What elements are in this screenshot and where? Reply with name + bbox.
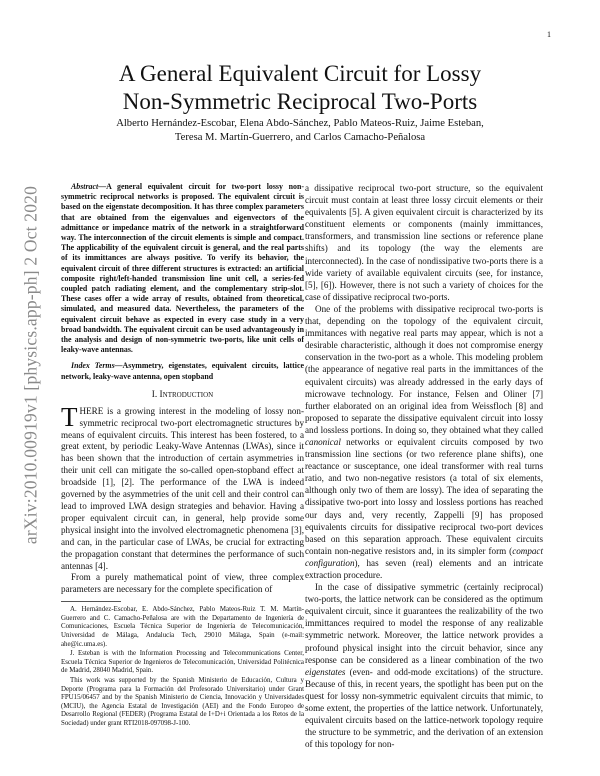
right-paragraph-2-text-c: ), has seven (real) elements and an intricate extraction procedure.	[305, 557, 543, 580]
intro-paragraph-1-text: HERE is a growing interest in the modeling of lossy non-symmetric reciprocal two-port electromagnetic structures by means of equivalent circuits. This interest has been fostered, to a great extent, by periodic Leaky-Wave Antennas (LWAs), since it has been shown that the introduction of certain asymmetries in their unit cell can mitigate the so-called open-stopband effect at broadside [1], [2]. The performance of the LWA is indeed governed by the asymmetries of the unit cell and their control can lead to improved LWA design strategies and behavior. Having a proper equivalent circuit can, in general, help provide some physical insight into the involved electromagnetic phenomena [3], and can, in the particular case of LWAs, be crucial for extracting the propagation constant that determines the performance of such antennas [4].	[61, 405, 304, 571]
abstract	[61, 182, 304, 355]
right-paragraph-2	[305, 303, 543, 581]
abstract-text: —A general equivalent circuit for two-port lossy non-symmetric reciprocal networks is proposed. The equivalent circuit is based on the eigenstate decomposition. It has three complex parameters that are obtained from the eigenvalues and eigenvectors of the admittance or impedance matrix of the network in a straightforward way. The interconnection of the circuit elements is simple and compact. The applicability of the equivalent circuit is general, and the real parts of its immittances are always positive. To verify its behavior, the equivalent circuit of three different structures is extracted: an artificial composite right/left-handed transmission line unit cell, a series-fed coupled patch radiating element, and the complementary strip-slot. These cases offer a wide array of results, obtained from theoretical, simulated, and measured data. Nevertheless, the parameters of the equivalent circuit behave as expected in every case study in a very broad bandwidth. The equivalent circuit can be used advantageously in the analysis and design of non-symmetric two-ports, like unit cells of leaky-wave antennas.	[61, 182, 304, 355]
paper-title	[60, 60, 540, 116]
compact-configuration-emphasis: compact configuration	[305, 545, 543, 568]
authors-line-2: Teresa M. Martín-Guerrero, and Carlos Camacho-Peñalosa	[174, 132, 426, 144]
footnote-affiliation-2: J. Esteban is with the Information Processing and Telecommunications Center, Escuela Técnica Superior de Ingenieros de Telecomunicación, Universidad Politécnica de Madrid, 28040 Madrid, Spain.	[61, 650, 304, 675]
right-paragraph-3-text-b: (even- and odd-mode excitations) of the structure. Because of this, in recent years, the spotlight has been put on the quest for lossy non-symmetric equivalent circuits that mimic, to some extent, the properties of the lattice network. Unfortunately, equivalent circuits based on the lattice-network topology require the structure to be symmetric, and the derivation of an extension of this topology for non-	[305, 666, 543, 750]
arxiv-stamp-text: arXiv:2010.00919v1 [physics.app-ph] 2 Oct 2020	[20, 185, 41, 545]
right-paragraph-3	[305, 581, 543, 750]
footnote-affiliation-1: A. Hernández-Escobar, E. Abdo-Sánchez, Pablo Mateos-Ruiz T. M. Martín-Guerrero and C. Camacho-Peñalosa are with the Departamento de Ingeniería de Comunicaciones, Escuela Técnica Superior de Ingeniería de Telecomunicación, Universidad de Málaga, Andalucía Tech, 29010 Málaga, Spain (e-mail: ahe@ic.uma.es).	[61, 606, 304, 648]
arxiv-stamp	[20, 150, 42, 580]
right-paragraph-2-text-b: networks or equivalent circuits composed by two transmission line sections (or two reference plane shifts), one reactance or susceptance, one ideal transformer with real turns ratio, and two non-negative resistors (a total of six elements, although only two of them are lossy). The idea of separating the dissipative two-port into lossy and lossless portions has reached our days and, very recently, Zappelli [9] has proposed equivalents circuits for dissipative reciprocal two-port devices based on this separation approach. These equivalent circuits contain non-negative resistors and, in its simpler form (	[305, 436, 543, 556]
intro-paragraph-2: From a purely mathematical point of view, three complex parameters are necessary for the complete specification of	[61, 572, 304, 595]
abstract-label: Abstract	[71, 182, 99, 191]
footnote-rule	[61, 601, 121, 602]
authors-line-1: Alberto Hernández-Escobar, Elena Abdo-Sánchez, Pablo Mateos-Ruiz, Jaime Esteban,	[116, 118, 484, 129]
canonical-emphasis: canonical	[305, 436, 341, 447]
section-heading: I. Introduction	[151, 389, 214, 400]
author-list	[60, 117, 540, 146]
index-terms	[61, 361, 304, 381]
intro-paragraph-1	[61, 401, 304, 573]
index-terms-text: —Asymmetry, eigenstates, equivalent circuits, lattice network, leaky-wave antenna, open stopband	[61, 361, 305, 381]
drop-cap: T	[61, 401, 78, 432]
title-line-1: A General Equivalent Circuit for Lossy	[118, 61, 482, 86]
right-paragraph-3-text-a: In the case of dissipative symmetric (certainly reciprocal) two-ports, the lattice network can be considered as the optimum equivalent circuit, since it guarantees the realizability of the two immittances required to model the response of any realizable symmetric network. Moreover, the lattice network provides a profound physical insight into the circuit behavior, since any response can be considered as a linear combination of the two	[305, 582, 543, 665]
right-paragraph-2-text-a: One of the problems with dissipative reciprocal two-ports is that, depending on the topology of the equivalent circuit, immitances with negative real parts may appear, which is not a desirable characteristic, although it does not compromise energy conservation in the two-port as a whole. This modeling problem (the appearance of negative real parts in the immittances of the equivalent circuits) was already addressed in the early days of microwave technology. For instance, Felsen and Oliner [7] further elaborated on an original idea from Weissfloch [8] and proposed to separate the dissipative equivalent circuit into lossy and lossless portions. In doing so, they obtained what they called	[305, 303, 543, 435]
page-number: 1	[547, 30, 551, 39]
index-terms-label: Index Terms	[71, 361, 115, 371]
right-paragraph-1: a dissipative reciprocal two-port structure, so the equivalent circuit must contain at least three lossy circuit elements or their equivalents [5]. A given equivalent circuit is characterized by its constituent elements or components (mainly immittances, transformers, and transmission line sections or reference plane shifts) and its topology (the way the elements are interconnected). In the case of nondissipative two-ports there is a wide variety of available equivalent circuits (see, for instance, [5], [6]). However, there is not such a variety of choices for the case of dissipative reciprocal two-ports.	[305, 183, 543, 302]
title-line-2: Non-Symmetric Reciprocal Two-Ports	[122, 89, 478, 114]
left-column	[61, 182, 304, 730]
eigenstates-emphasis: eigenstates	[305, 666, 346, 677]
footnote-funding: This work was supported by the Spanish Ministerio de Educación, Cultura y Deporte (Programa para la Formación del Profesorado Universitario) under Grant FPU15/06457 and by the Spanish Ministerio de Ciencia, Innovación y Universidades (MCIU), the Agencia Estatal de Investigación (AEI) and the Fondo Europeo de Desarrollo Regional (FEDER) (Programa Estatal de I+D+i Orientada a los Retos de la Sociedad) under grant RTI2018-097098-J-100.	[61, 677, 304, 727]
right-column	[305, 182, 543, 750]
